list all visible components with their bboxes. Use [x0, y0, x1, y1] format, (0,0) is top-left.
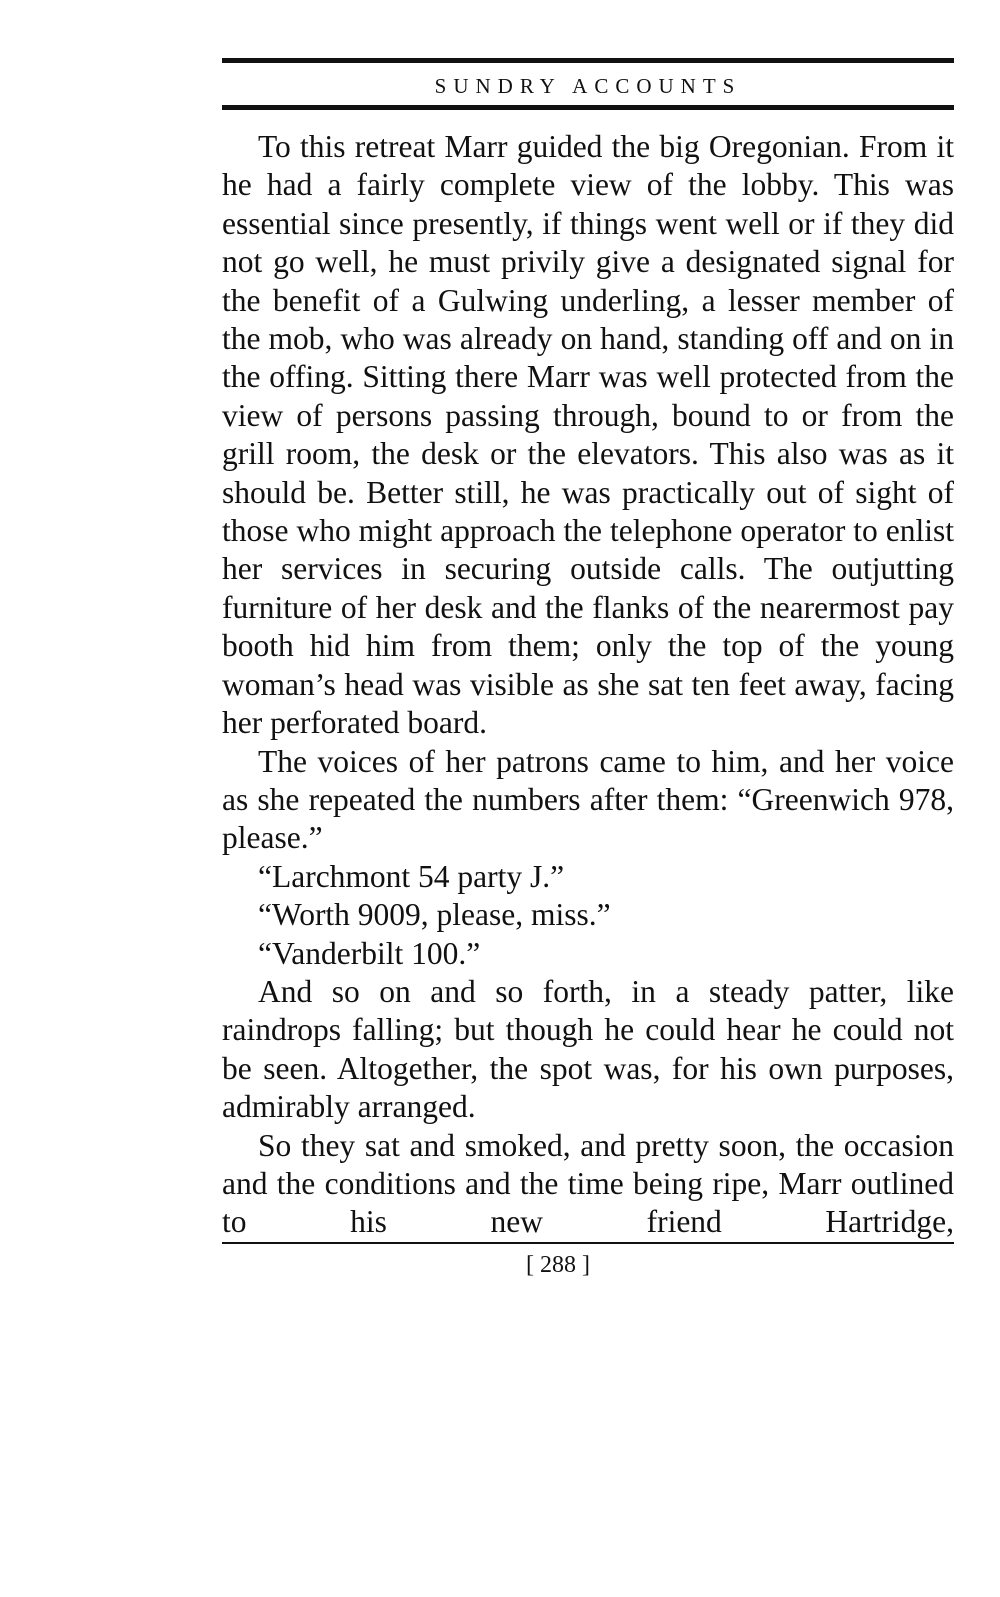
paragraph: The voices of her patrons came to him, and her voice as she repeated the numbers after them: “Greenwich 978, please.”: [222, 743, 954, 856]
paragraph: “Vanderbilt 100.”: [258, 935, 481, 971]
paragraph: “Worth 9009, please, miss.”: [258, 897, 611, 933]
page-number: [ 288 ]: [526, 1251, 590, 1278]
footer-rule: [222, 1242, 954, 1244]
paragraph: To this retreat Marr guided the big Oregonian. From it he had a fairly complete view of the lobby. This was essential since presently, if things went well or if they did not go well, he must privily give a designated signal for the benefit of a Gulwing underling, a lesser member of the mob, who was already on hand, standing off and on in the offing. Sitting there Marr was well protected from the view of persons passing through, bound to or from the grill room, the desk or the elevators. This also was as it should be. Better still, he was practically out of sight of those who might approach the telephone operator to enlist her services in securing outside calls. The outjutting furniture of her desk and the flanks of the nearermost pay booth hid him from them; only the top of the young woman’s head was visible as she sat ten feet away, facing her perforated board.: [222, 129, 954, 741]
book-page: [222, 58, 954, 1280]
paragraph: And so on and so forth, in a steady patter, like raindrops falling; but though he could hear he could not be seen. Altogether, the spot was, for his own purposes, admirably arranged.: [222, 973, 954, 1125]
header-rule-bottom: [222, 105, 954, 110]
running-head: SUNDRY ACCOUNTS: [434, 74, 742, 98]
header-rule-top: [222, 58, 954, 63]
body-text: [222, 128, 954, 1242]
paragraph: “Larchmont 54 party J.”: [258, 858, 565, 894]
paragraph: So they sat and smoked, and pretty soon, the occasion and the conditions and the time being ripe, Marr outlined to his new friend Hartridge,: [222, 1127, 954, 1240]
